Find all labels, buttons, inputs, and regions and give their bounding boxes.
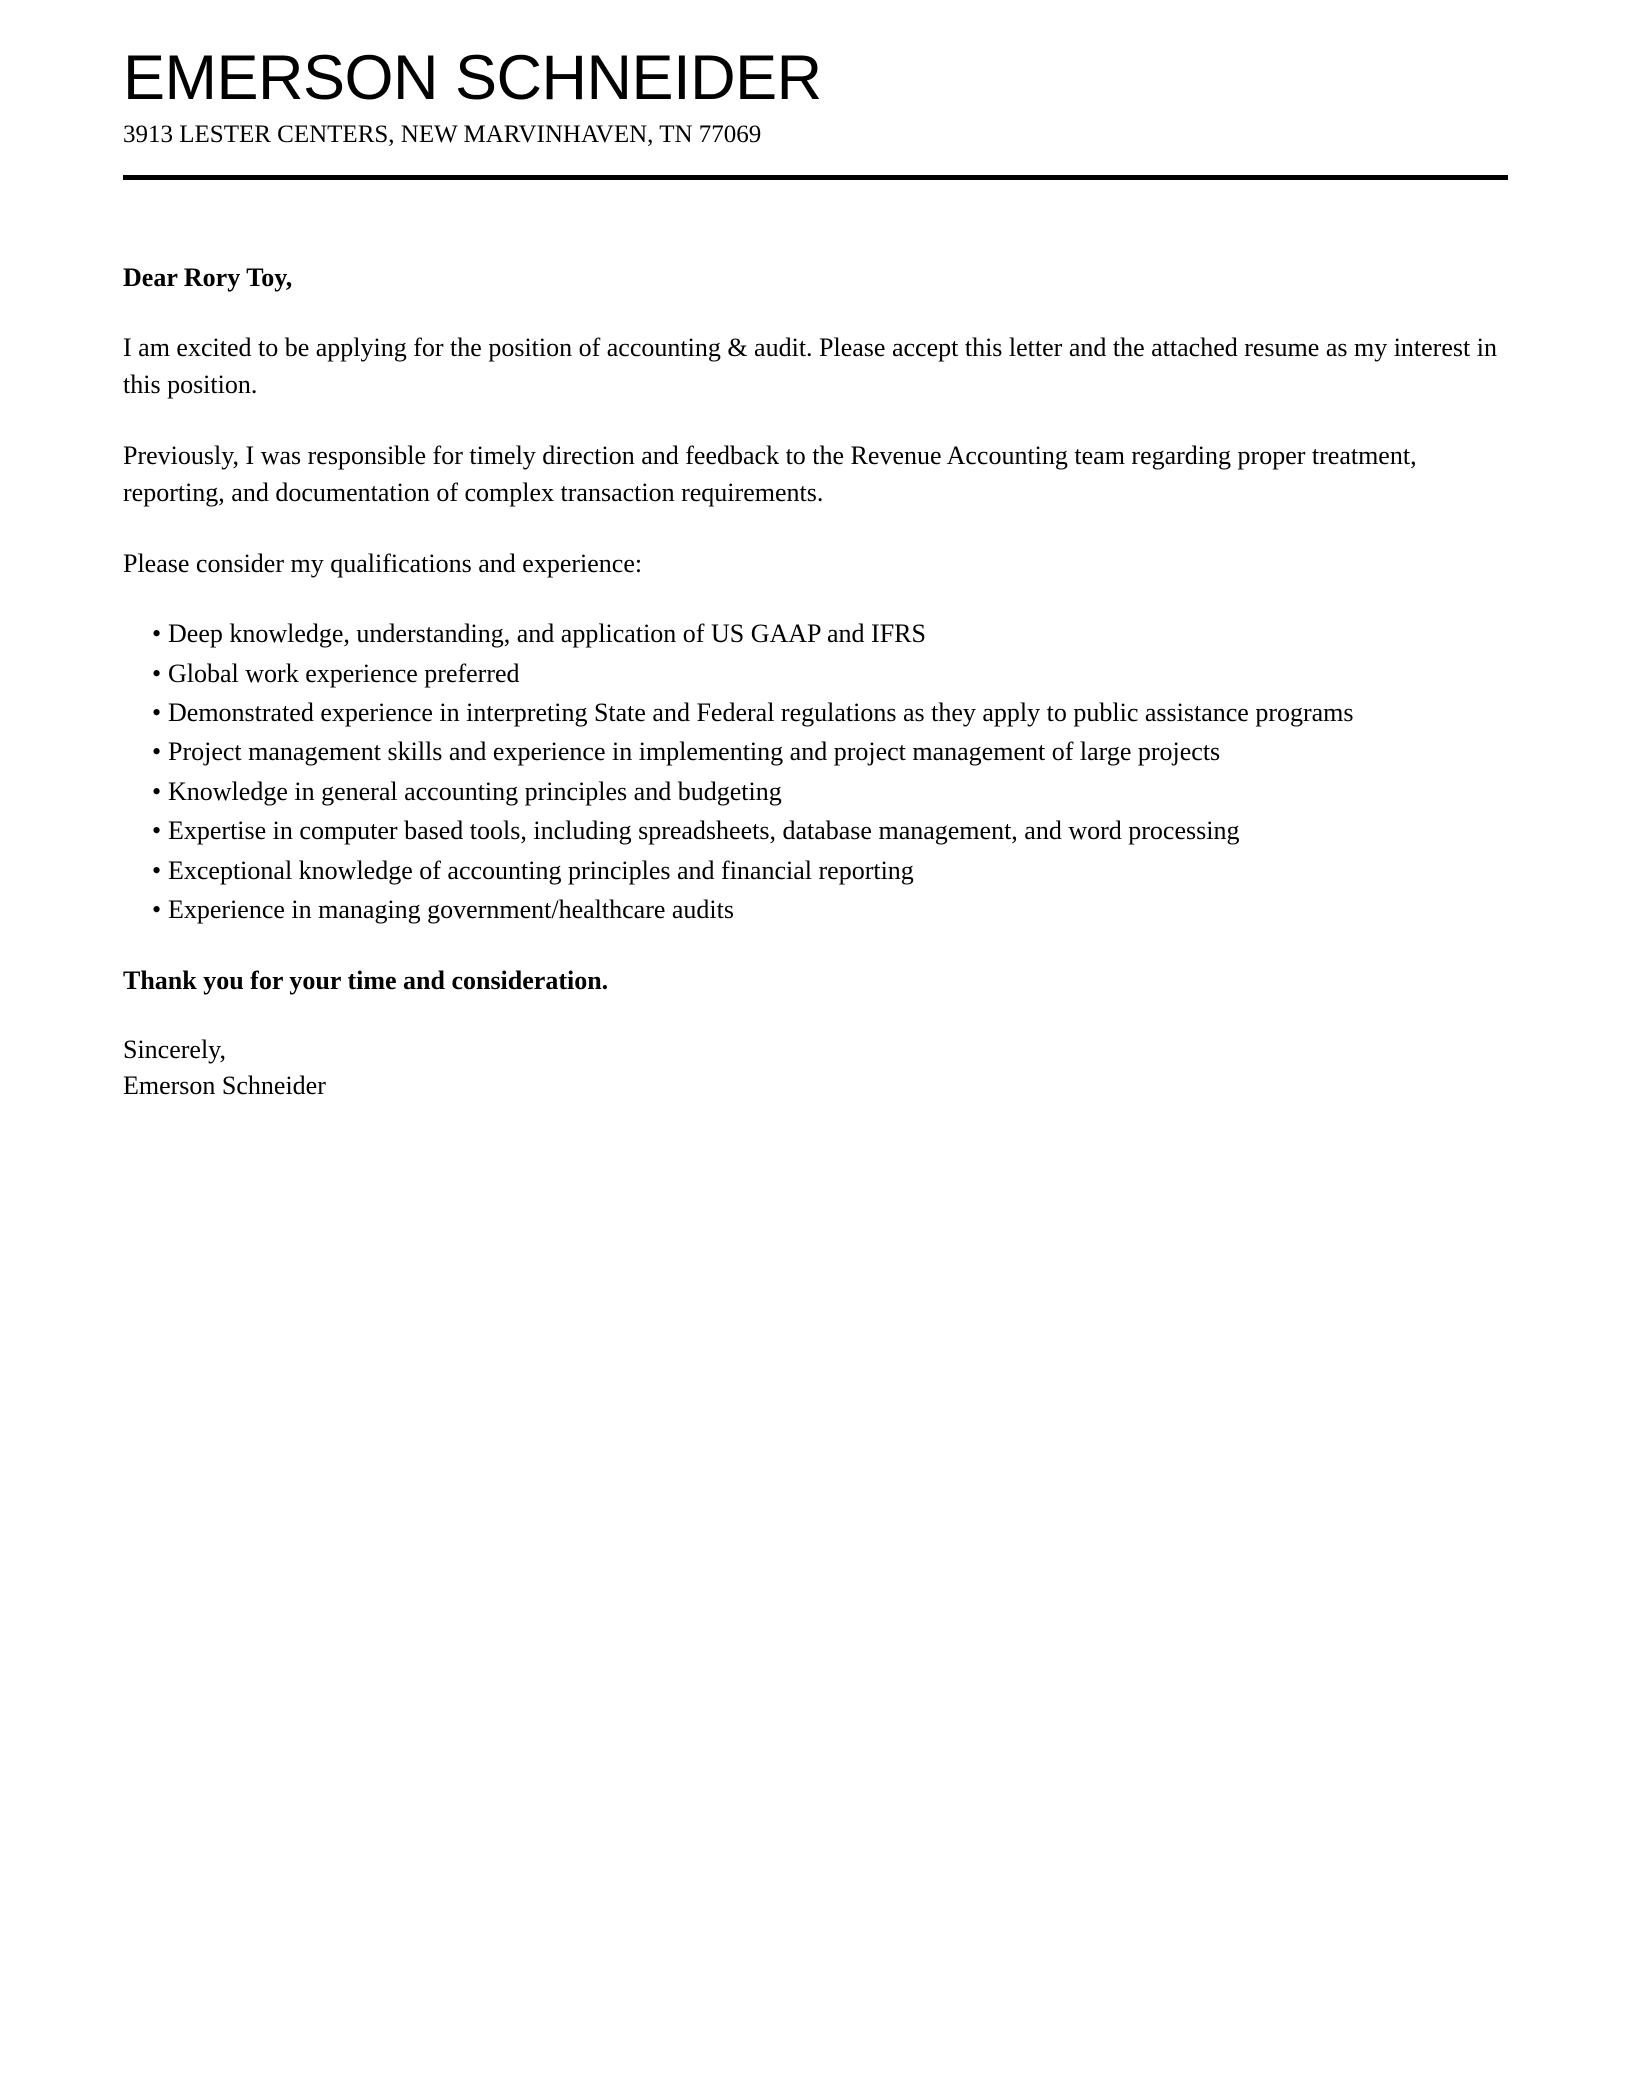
qualifications-lead-in: Please consider my qualifications and experience: — [123, 548, 643, 578]
list-item-label: Demonstrated experience in interpreting State and Federal regulations as they apply to public assistance programs — [168, 698, 1354, 727]
list-item-label: Deep knowledge, understanding, and application of US GAAP and IFRS — [168, 619, 926, 649]
candidate-address: 3913 LESTER CENTERS, NEW MARVINHAVEN, TN 77069 — [123, 121, 762, 149]
signature-block — [123, 1032, 1508, 1105]
qualifications-list — [123, 615, 1508, 929]
closing-thanks: Thank you for your time and consideration. — [123, 965, 609, 995]
letter-content — [123, 0, 1508, 1105]
list-item — [123, 655, 1508, 692]
letterhead — [123, 0, 1508, 180]
bullet-icon: • — [152, 737, 162, 767]
intro-paragraph: I am excited to be applying for the position of accounting & audit. Please accept this letter and the attached resume as my interest in this position. — [123, 332, 1497, 400]
list-item — [123, 891, 1508, 928]
list-item-label: Expertise in computer based tools, including spreadsheets, database management, and word processing — [168, 816, 1240, 846]
bullet-icon: • — [152, 698, 162, 727]
list-item-label: Knowledge in general accounting principles and budgeting — [168, 776, 782, 806]
bullet-icon: • — [152, 776, 162, 806]
bullet-icon: • — [152, 658, 162, 688]
list-item — [123, 694, 1508, 731]
bullet-icon: • — [152, 816, 162, 846]
list-item — [123, 615, 1508, 652]
list-item-label: Experience in managing government/healthcare audits — [168, 895, 734, 925]
list-item-label: Global work experience preferred — [168, 658, 520, 688]
letter-body — [123, 259, 1508, 1105]
bullet-icon: • — [152, 895, 162, 925]
candidate-name: EMERSON SCHNEIDER — [123, 43, 822, 113]
list-item-label: Project management skills and experience in implementing and project management of large projects — [168, 737, 1221, 767]
header-divider-rule — [123, 175, 1508, 180]
experience-paragraph: Previously, I was responsible for timely direction and feedback to the Revenue Accounting team regarding proper treatment, reporting, and documentation of complex transaction requirements. — [123, 440, 1417, 508]
signoff-name: Emerson Schneider — [123, 1071, 326, 1101]
list-item-label: Exceptional knowledge of accounting principles and financial reporting — [168, 855, 914, 885]
list-item — [123, 733, 1508, 770]
signoff-closing: Sincerely, — [123, 1035, 226, 1065]
salutation: Dear Rory Toy, — [123, 262, 293, 292]
list-item — [123, 812, 1508, 849]
list-item — [123, 773, 1508, 810]
bullet-icon: • — [152, 855, 162, 885]
list-item — [123, 852, 1508, 889]
bullet-icon: • — [152, 619, 162, 649]
